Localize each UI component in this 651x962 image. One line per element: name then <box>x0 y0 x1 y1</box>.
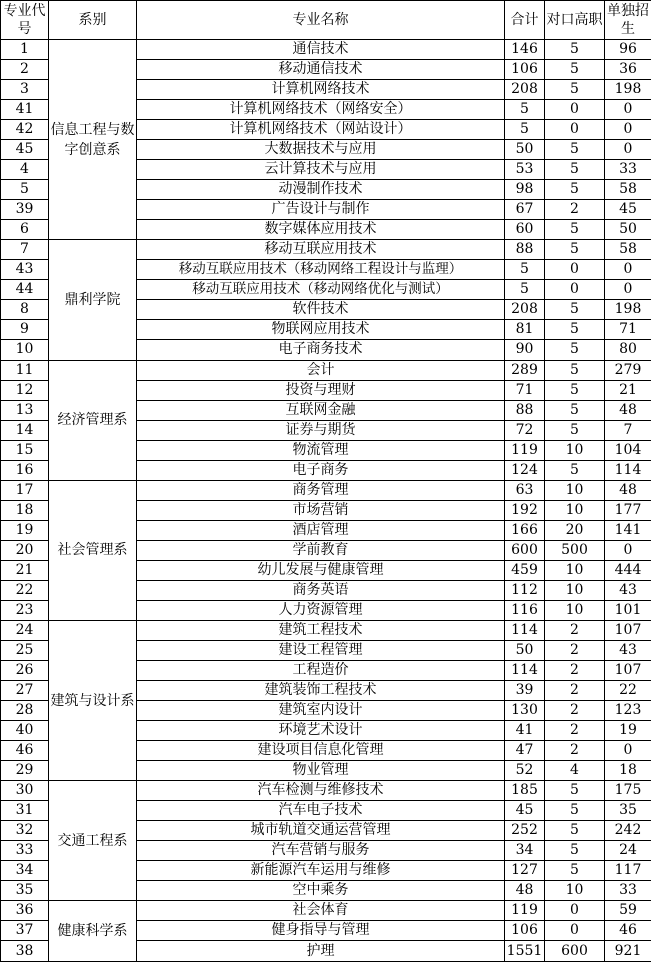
vocational-count: 5 <box>545 60 605 80</box>
major-code: 14 <box>1 420 49 440</box>
major-name: 广告设计与制作 <box>137 200 505 220</box>
major-code: 18 <box>1 500 49 520</box>
header-name: 专业名称 <box>137 1 505 40</box>
major-name: 动漫制作技术 <box>137 180 505 200</box>
total-count: 112 <box>505 580 545 600</box>
single-enroll-count: 104 <box>605 440 651 460</box>
department-name: 经济管理系 <box>49 360 137 480</box>
single-enroll-count: 0 <box>605 280 651 300</box>
total-count: 208 <box>505 300 545 320</box>
major-name: 酒店管理 <box>137 520 505 540</box>
major-name: 工程造价 <box>137 660 505 680</box>
vocational-count: 0 <box>545 120 605 140</box>
major-code: 15 <box>1 440 49 460</box>
department-name: 鼎利学院 <box>49 240 137 360</box>
total-count: 130 <box>505 701 545 721</box>
major-name: 计算机网络技术 <box>137 80 505 100</box>
total-count: 48 <box>505 881 545 901</box>
single-enroll-count: 175 <box>605 781 651 801</box>
vocational-count: 20 <box>545 520 605 540</box>
major-code: 25 <box>1 640 49 660</box>
major-name: 汽车营销与服务 <box>137 841 505 861</box>
major-name: 会计 <box>137 360 505 380</box>
major-name: 云计算技术与应用 <box>137 160 505 180</box>
total-count: 208 <box>505 80 545 100</box>
major-code: 37 <box>1 921 49 941</box>
single-enroll-count: 444 <box>605 560 651 580</box>
total-count: 119 <box>505 440 545 460</box>
total-count: 124 <box>505 460 545 480</box>
total-count: 459 <box>505 560 545 580</box>
single-enroll-count: 35 <box>605 801 651 821</box>
major-code: 23 <box>1 600 49 620</box>
table-row <box>1 480 651 500</box>
major-name: 电子商务 <box>137 460 505 480</box>
total-count: 60 <box>505 220 545 240</box>
major-name: 移动互联应用技术（移动网络工程设计与监理） <box>137 260 505 280</box>
total-count: 5 <box>505 260 545 280</box>
single-enroll-count: 43 <box>605 640 651 660</box>
vocational-count: 5 <box>545 821 605 841</box>
total-count: 5 <box>505 100 545 120</box>
total-count: 50 <box>505 140 545 160</box>
total-count: 45 <box>505 801 545 821</box>
vocational-count: 2 <box>545 640 605 660</box>
total-count: 34 <box>505 841 545 861</box>
major-name: 商务英语 <box>137 580 505 600</box>
table-row <box>1 901 651 921</box>
single-enroll-count: 0 <box>605 100 651 120</box>
major-name: 证券与期货 <box>137 420 505 440</box>
major-name: 建筑室内设计 <box>137 701 505 721</box>
major-code: 39 <box>1 200 49 220</box>
major-code: 4 <box>1 160 49 180</box>
single-enroll-count: 22 <box>605 681 651 701</box>
major-name: 健身指导与管理 <box>137 921 505 941</box>
major-code: 41 <box>1 100 49 120</box>
single-enroll-count: 114 <box>605 460 651 480</box>
header-total: 合计 <box>505 1 545 40</box>
vocational-count: 5 <box>545 300 605 320</box>
major-name: 物流管理 <box>137 440 505 460</box>
department-name: 社会管理系 <box>49 480 137 620</box>
major-code: 2 <box>1 60 49 80</box>
total-count: 192 <box>505 500 545 520</box>
single-enroll-count: 117 <box>605 861 651 881</box>
vocational-count: 5 <box>545 140 605 160</box>
total-count: 114 <box>505 660 545 680</box>
department-name: 健康科学系 <box>49 901 137 962</box>
single-enroll-count: 7 <box>605 420 651 440</box>
major-code: 20 <box>1 540 49 560</box>
major-code: 42 <box>1 120 49 140</box>
single-enroll-count: 96 <box>605 40 651 60</box>
major-name: 学前教育 <box>137 540 505 560</box>
single-enroll-count: 21 <box>605 380 651 400</box>
total-count: 146 <box>505 40 545 60</box>
vocational-count: 4 <box>545 761 605 781</box>
major-code: 27 <box>1 681 49 701</box>
major-name: 人力资源管理 <box>137 600 505 620</box>
vocational-count: 5 <box>545 781 605 801</box>
major-name: 物联网应用技术 <box>137 320 505 340</box>
single-enroll-count: 0 <box>605 540 651 560</box>
total-count: 53 <box>505 160 545 180</box>
table-body <box>1 40 651 962</box>
total-count: 63 <box>505 480 545 500</box>
total-count: 252 <box>505 821 545 841</box>
vocational-count: 5 <box>545 240 605 260</box>
total-count: 50 <box>505 640 545 660</box>
total-count: 52 <box>505 761 545 781</box>
vocational-count: 500 <box>545 540 605 560</box>
major-name: 建设项目信息化管理 <box>137 741 505 761</box>
vocational-count: 0 <box>545 100 605 120</box>
major-code: 26 <box>1 660 49 680</box>
major-code: 46 <box>1 741 49 761</box>
total-count: 81 <box>505 320 545 340</box>
major-name: 环境艺术设计 <box>137 721 505 741</box>
major-code: 36 <box>1 901 49 921</box>
vocational-count: 10 <box>545 560 605 580</box>
major-code: 38 <box>1 941 49 962</box>
major-code: 22 <box>1 580 49 600</box>
single-enroll-count: 101 <box>605 600 651 620</box>
total-count: 116 <box>505 600 545 620</box>
vocational-count: 10 <box>545 580 605 600</box>
total-count: 5 <box>505 280 545 300</box>
major-name: 城市轨道交通运营管理 <box>137 821 505 841</box>
vocational-count: 0 <box>545 280 605 300</box>
single-enroll-count: 0 <box>605 140 651 160</box>
single-enroll-count: 33 <box>605 881 651 901</box>
total-count: 119 <box>505 901 545 921</box>
total-count: 88 <box>505 240 545 260</box>
major-name: 通信技术 <box>137 40 505 60</box>
table-row <box>1 360 651 380</box>
single-enroll-count: 36 <box>605 60 651 80</box>
single-enroll-count: 107 <box>605 620 651 640</box>
total-count: 90 <box>505 340 545 360</box>
single-enroll-count: 59 <box>605 901 651 921</box>
total-count: 98 <box>505 180 545 200</box>
major-name: 空中乘务 <box>137 881 505 901</box>
single-enroll-count: 921 <box>605 941 651 962</box>
major-code: 40 <box>1 721 49 741</box>
single-enroll-count: 107 <box>605 660 651 680</box>
vocational-count: 600 <box>545 941 605 962</box>
vocational-count: 10 <box>545 500 605 520</box>
single-enroll-count: 18 <box>605 761 651 781</box>
total-count: 39 <box>505 681 545 701</box>
major-code: 32 <box>1 821 49 841</box>
major-code: 17 <box>1 480 49 500</box>
major-name: 建筑装饰工程技术 <box>137 681 505 701</box>
vocational-count: 0 <box>545 921 605 941</box>
vocational-count: 5 <box>545 40 605 60</box>
table-row <box>1 781 651 801</box>
major-name: 软件技术 <box>137 300 505 320</box>
table-row <box>1 40 651 60</box>
total-count: 71 <box>505 380 545 400</box>
major-name: 护理 <box>137 941 505 962</box>
vocational-count: 5 <box>545 420 605 440</box>
table-header <box>1 1 651 40</box>
major-code: 21 <box>1 560 49 580</box>
total-count: 47 <box>505 741 545 761</box>
major-code: 7 <box>1 240 49 260</box>
total-count: 106 <box>505 921 545 941</box>
total-count: 72 <box>505 420 545 440</box>
single-enroll-count: 58 <box>605 180 651 200</box>
department-name: 交通工程系 <box>49 781 137 901</box>
major-code: 8 <box>1 300 49 320</box>
major-name: 移动互联应用技术 <box>137 240 505 260</box>
vocational-count: 5 <box>545 460 605 480</box>
vocational-count: 10 <box>545 440 605 460</box>
total-count: 185 <box>505 781 545 801</box>
single-enroll-count: 141 <box>605 520 651 540</box>
header-row <box>1 1 651 40</box>
header-dept: 系别 <box>49 1 137 40</box>
major-name: 商务管理 <box>137 480 505 500</box>
total-count: 41 <box>505 721 545 741</box>
single-enroll-count: 45 <box>605 200 651 220</box>
vocational-count: 5 <box>545 360 605 380</box>
major-name: 计算机网络技术（网络安全） <box>137 100 505 120</box>
major-name: 汽车电子技术 <box>137 801 505 821</box>
vocational-count: 5 <box>545 180 605 200</box>
vocational-count: 5 <box>545 160 605 180</box>
major-code: 44 <box>1 280 49 300</box>
single-enroll-count: 33 <box>605 160 651 180</box>
major-code: 24 <box>1 620 49 640</box>
vocational-count: 2 <box>545 620 605 640</box>
single-enroll-count: 0 <box>605 120 651 140</box>
header-single: 单独招生 <box>605 1 651 40</box>
major-name: 社会体育 <box>137 901 505 921</box>
single-enroll-count: 50 <box>605 220 651 240</box>
vocational-count: 0 <box>545 260 605 280</box>
single-enroll-count: 19 <box>605 721 651 741</box>
major-name: 大数据技术与应用 <box>137 140 505 160</box>
vocational-count: 5 <box>545 220 605 240</box>
vocational-count: 5 <box>545 340 605 360</box>
single-enroll-count: 0 <box>605 260 651 280</box>
major-name: 新能源汽车运用与维修 <box>137 861 505 881</box>
single-enroll-count: 0 <box>605 741 651 761</box>
major-code: 19 <box>1 520 49 540</box>
total-count: 600 <box>505 540 545 560</box>
major-code: 13 <box>1 400 49 420</box>
total-count: 289 <box>505 360 545 380</box>
vocational-count: 5 <box>545 801 605 821</box>
single-enroll-count: 242 <box>605 821 651 841</box>
major-code: 45 <box>1 140 49 160</box>
major-code: 35 <box>1 881 49 901</box>
total-count: 67 <box>505 200 545 220</box>
vocational-count: 2 <box>545 741 605 761</box>
vocational-count: 10 <box>545 881 605 901</box>
single-enroll-count: 48 <box>605 400 651 420</box>
vocational-count: 2 <box>545 701 605 721</box>
major-code: 33 <box>1 841 49 861</box>
table-row <box>1 620 651 640</box>
major-code: 5 <box>1 180 49 200</box>
total-count: 1551 <box>505 941 545 962</box>
major-name: 汽车检测与维修技术 <box>137 781 505 801</box>
table-row <box>1 240 651 260</box>
total-count: 106 <box>505 60 545 80</box>
major-name: 建设工程管理 <box>137 640 505 660</box>
major-name: 投资与理财 <box>137 380 505 400</box>
single-enroll-count: 279 <box>605 360 651 380</box>
total-count: 127 <box>505 861 545 881</box>
single-enroll-count: 24 <box>605 841 651 861</box>
total-count: 88 <box>505 400 545 420</box>
header-code: 专业代号 <box>1 1 49 40</box>
single-enroll-count: 43 <box>605 580 651 600</box>
major-name: 移动互联应用技术（移动网络优化与测试） <box>137 280 505 300</box>
major-name: 物业管理 <box>137 761 505 781</box>
vocational-count: 5 <box>545 320 605 340</box>
major-name: 移动通信技术 <box>137 60 505 80</box>
total-count: 114 <box>505 620 545 640</box>
major-name: 建筑工程技术 <box>137 620 505 640</box>
vocational-count: 2 <box>545 200 605 220</box>
single-enroll-count: 177 <box>605 500 651 520</box>
major-code: 30 <box>1 781 49 801</box>
vocational-count: 5 <box>545 861 605 881</box>
major-code: 31 <box>1 801 49 821</box>
single-enroll-count: 198 <box>605 80 651 100</box>
major-code: 1 <box>1 40 49 60</box>
vocational-count: 2 <box>545 660 605 680</box>
major-name: 互联网金融 <box>137 400 505 420</box>
vocational-count: 5 <box>545 400 605 420</box>
vocational-count: 10 <box>545 600 605 620</box>
vocational-count: 2 <box>545 681 605 701</box>
single-enroll-count: 123 <box>605 701 651 721</box>
major-code: 9 <box>1 320 49 340</box>
major-code: 12 <box>1 380 49 400</box>
vocational-count: 5 <box>545 841 605 861</box>
major-code: 43 <box>1 260 49 280</box>
major-code: 11 <box>1 360 49 380</box>
major-code: 10 <box>1 340 49 360</box>
major-code: 34 <box>1 861 49 881</box>
major-code: 28 <box>1 701 49 721</box>
single-enroll-count: 80 <box>605 340 651 360</box>
vocational-count: 5 <box>545 380 605 400</box>
major-name: 市场营销 <box>137 500 505 520</box>
major-code: 29 <box>1 761 49 781</box>
total-count: 5 <box>505 120 545 140</box>
vocational-count: 5 <box>545 80 605 100</box>
vocational-count: 2 <box>545 721 605 741</box>
major-code: 6 <box>1 220 49 240</box>
major-code: 16 <box>1 460 49 480</box>
single-enroll-count: 58 <box>605 240 651 260</box>
major-name: 电子商务技术 <box>137 340 505 360</box>
department-name: 建筑与设计系 <box>49 620 137 780</box>
header-vocational: 对口高职 <box>545 1 605 40</box>
major-name: 计算机网络技术（网站设计） <box>137 120 505 140</box>
major-code: 3 <box>1 80 49 100</box>
vocational-count: 0 <box>545 901 605 921</box>
total-count: 166 <box>505 520 545 540</box>
vocational-count: 10 <box>545 480 605 500</box>
single-enroll-count: 46 <box>605 921 651 941</box>
major-name: 数字媒体应用技术 <box>137 220 505 240</box>
single-enroll-count: 71 <box>605 320 651 340</box>
single-enroll-count: 48 <box>605 480 651 500</box>
department-name: 信息工程与数字创意系 <box>49 40 137 240</box>
major-name: 幼儿发展与健康管理 <box>137 560 505 580</box>
single-enroll-count: 198 <box>605 300 651 320</box>
